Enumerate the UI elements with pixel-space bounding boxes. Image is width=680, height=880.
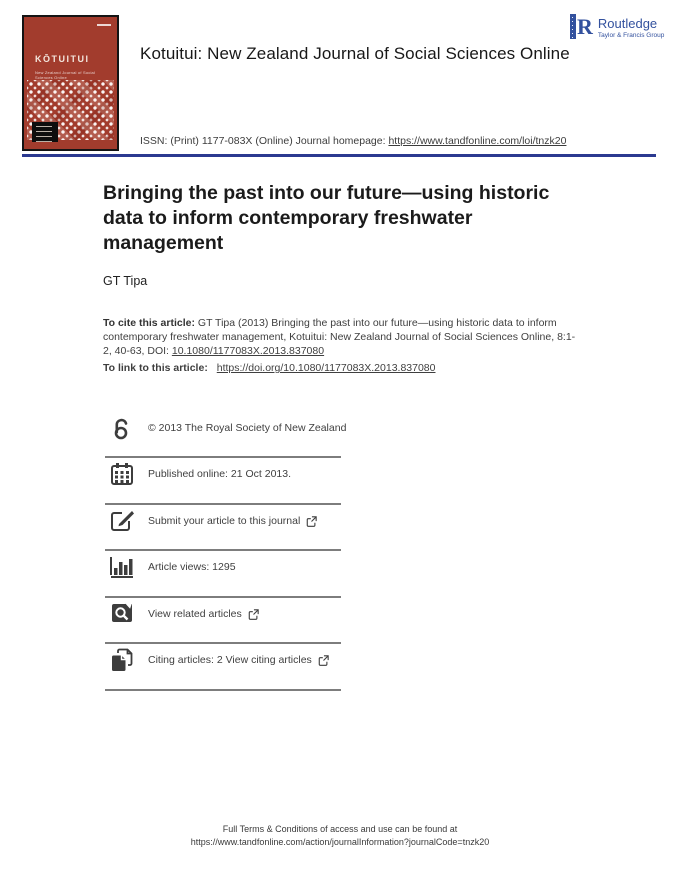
related-articles-icon	[108, 600, 136, 628]
link-block	[103, 362, 583, 374]
open-access-icon	[108, 414, 136, 442]
citing-articles-text[interactable]: Citing articles: 2 View citing articles	[148, 654, 312, 666]
view-related-text[interactable]: View related articles	[148, 608, 242, 620]
citing-articles-icon	[108, 646, 136, 674]
bar-chart-icon	[108, 553, 136, 581]
divider	[105, 642, 341, 644]
divider	[105, 503, 341, 505]
action-view-related[interactable]	[108, 600, 259, 628]
action-published-online	[108, 460, 291, 488]
external-link-icon[interactable]	[306, 516, 317, 527]
cite-doi-link[interactable]: 10.1080/1177083X.2013.837080	[171, 345, 325, 357]
issn-line	[140, 135, 660, 147]
issn-label: ISSN: (Print) 1177-083X (Online) Journal homepage:	[140, 135, 386, 147]
routledge-wordmark: Routledge	[597, 16, 658, 31]
taylor-francis-tagline: Taylor & Francis Group	[597, 32, 665, 39]
cite-text: GT Tipa (2013) Bringing the past into our future—using historic data to inform contemporary freshwater management, Kotuitui: New Zealand Journal of Social Sciences Online, 8:1-2, 40-63, DOI:	[103, 317, 576, 357]
divider	[105, 596, 341, 598]
journal-homepage-link[interactable]: https://www.tandfonline.com/loi/tnzk20	[388, 135, 567, 147]
article-doi-link[interactable]: https://doi.org/10.1080/1177083X.2013.837080	[216, 362, 436, 374]
action-article-views	[108, 553, 236, 581]
calendar-icon	[108, 460, 136, 488]
journal-title: Kotuitui: New Zealand Journal of Social Sciences Online	[140, 44, 570, 63]
routledge-r-mark	[570, 14, 593, 39]
footer-terms	[0, 823, 680, 849]
footer-line1: Full Terms & Conditions of access and use can be found at	[222, 824, 458, 834]
journal-cover-thumbnail	[22, 15, 119, 151]
article-author: GT Tipa	[103, 274, 148, 288]
citation-block	[103, 316, 583, 358]
published-online-text: Published online: 21 Oct 2013.	[148, 468, 292, 480]
link-label: To link to this article:	[103, 362, 208, 374]
external-link-icon[interactable]	[248, 609, 259, 620]
cover-journal-name: KŌTUITUI	[35, 54, 90, 64]
routledge-logo	[570, 14, 664, 39]
divider	[105, 549, 341, 551]
article-views-text: Article views: 1295	[148, 561, 236, 573]
publisher-imprint	[32, 122, 58, 142]
cover-subtitle: New Zealand Journal of Social Sciences Online	[35, 70, 96, 80]
routledge-r-glyph: R	[577, 14, 593, 39]
cover-volume-note	[97, 24, 111, 26]
cite-label: To cite this article:	[103, 317, 195, 329]
divider	[105, 456, 341, 458]
routledge-vertical-strip	[570, 14, 576, 39]
copyright-text: © 2013 The Royal Society of New Zealand	[148, 422, 347, 434]
action-open-access	[108, 414, 346, 442]
footer-terms-link[interactable]: https://www.tandfonline.com/action/journalInformation?journalCode=tnzk20	[190, 837, 490, 847]
submit-article-icon	[108, 507, 136, 535]
divider	[105, 689, 341, 691]
external-link-icon[interactable]	[318, 655, 329, 666]
header-divider	[22, 154, 656, 157]
action-citing-articles[interactable]	[108, 646, 329, 674]
submit-article-text[interactable]: Submit your article to this journal	[148, 515, 301, 527]
action-submit-article[interactable]	[108, 507, 317, 535]
article-title: Bringing the past into our future—using historic data to inform contemporary freshwater management	[103, 182, 550, 254]
